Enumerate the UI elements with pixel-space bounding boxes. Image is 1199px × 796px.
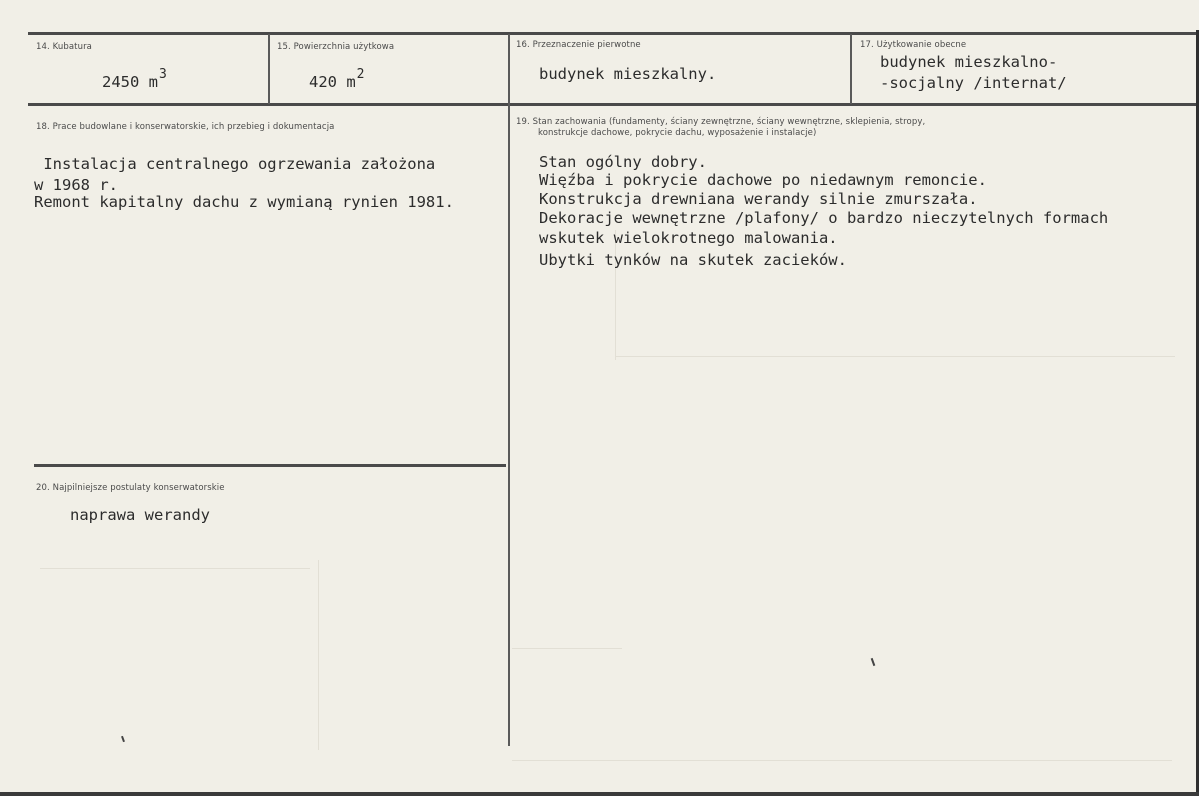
field-17-line: -socjalny /internat/ <box>880 74 1067 92</box>
section-divider <box>34 464 506 467</box>
field-19-label: konstrukcje dachowe, pokrycie dachu, wyposażenie i instalacje) <box>538 128 817 138</box>
field-15-label: 15. Powierzchnia użytkowa <box>277 42 395 52</box>
column-divider <box>268 34 270 104</box>
field-18-line: w 1968 r. <box>34 176 118 194</box>
column-divider <box>850 34 852 104</box>
pen-mark <box>871 658 876 666</box>
field-19-line: Ubytki tynków na skutek zacieków. <box>539 251 847 269</box>
show-through-line <box>318 560 319 750</box>
field-14-unit-exponent: 3 <box>159 67 167 82</box>
field-17-label: 17. Użytkowanie obecne <box>860 40 967 50</box>
field-18-line: Remont kapitalny dachu z wymianą rynien 1981. <box>34 193 454 211</box>
field-16-value: budynek mieszkalny. <box>539 65 717 83</box>
show-through-line <box>512 760 1172 761</box>
field-15-number: 420 m <box>309 73 356 91</box>
field-19-line: Więźba i pokrycie dachowe po niedawnym remoncie. <box>539 171 987 189</box>
field-20-value: naprawa werandy <box>70 506 210 524</box>
field-19-line: Konstrukcja drewniana werandy silnie zmurszała. <box>539 190 978 208</box>
field-16-label: 16. Przeznaczenie pierwotne <box>516 40 641 50</box>
field-19-line: Stan ogólny dobry. <box>539 153 707 171</box>
field-14-label: 14. Kubatura <box>36 42 92 52</box>
card-edge <box>0 792 1199 796</box>
top-border <box>28 32 1196 35</box>
field-18-line: Instalacja centralnego ogrzewania założona <box>34 155 436 173</box>
row-divider <box>28 103 1196 106</box>
field-18-label: 18. Prace budowlane i konserwatorskie, ich przebieg i dokumentacja <box>36 122 335 132</box>
pen-mark <box>121 736 125 742</box>
field-19-line: Dekoracje wewnętrzne /plafony/ o bardzo nieczytelnych formach <box>539 209 1109 227</box>
show-through-line <box>512 648 622 649</box>
field-19-line: wskutek wielokrotnego malowania. <box>539 229 838 247</box>
field-17-line: budynek mieszkalno- <box>880 53 1058 71</box>
show-through-line <box>40 568 310 569</box>
field-14-number: 2450 m <box>102 73 158 91</box>
column-divider <box>508 34 510 746</box>
field-15-unit-exponent: 2 <box>356 67 365 82</box>
field-14-value <box>102 67 167 94</box>
field-20-label: 20. Najpilniejsze postulaty konserwatorskie <box>36 483 225 493</box>
field-15-value <box>309 67 365 94</box>
show-through-line <box>615 356 1175 357</box>
field-19-label: 19. Stan zachowania (fundamenty, ściany zewnętrzne, ściany wewnętrzne, sklepienia, stropy, <box>516 117 926 127</box>
